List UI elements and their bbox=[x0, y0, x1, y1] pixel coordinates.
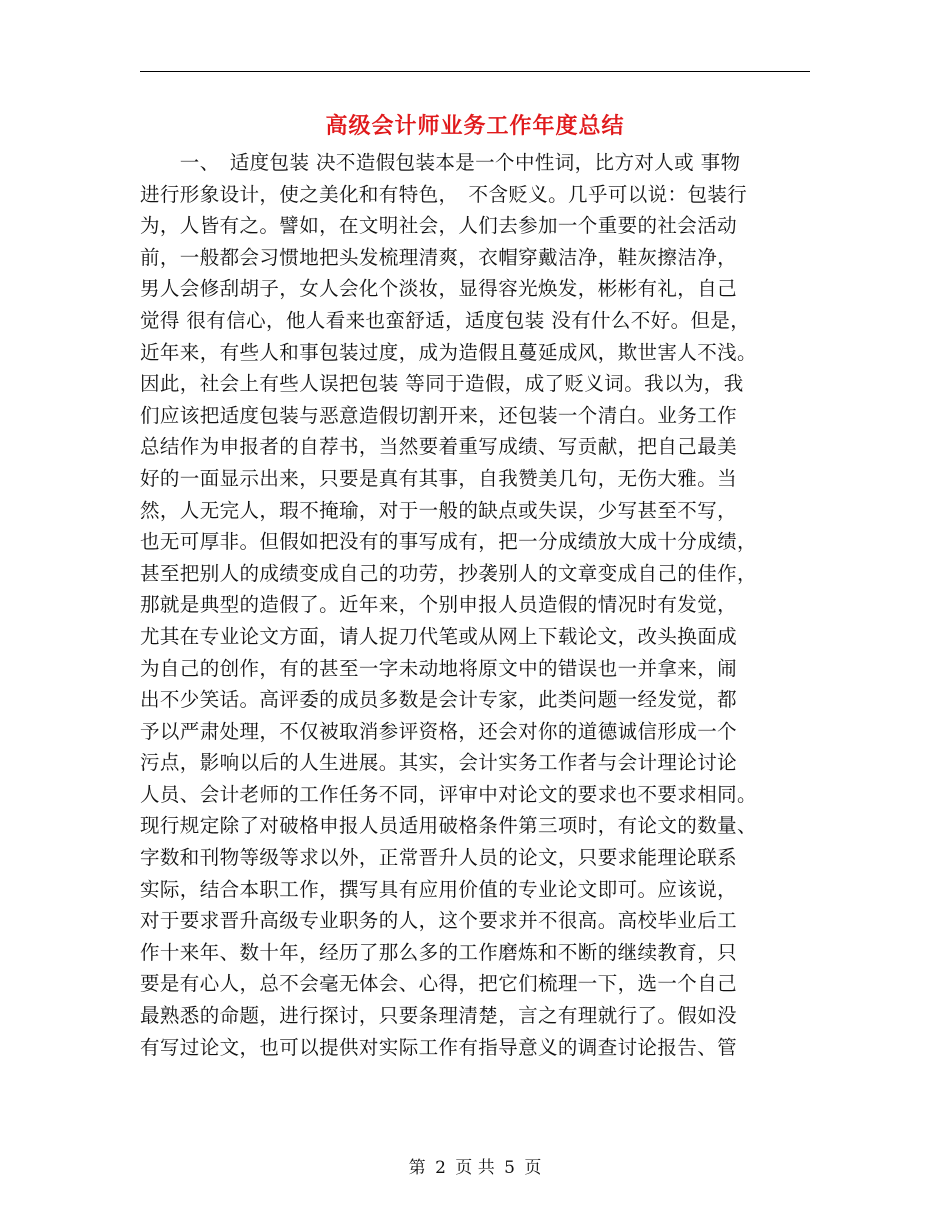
footer-page-number: 2 bbox=[435, 1158, 446, 1178]
body-line: 好的一面显示出来，只要是真有其事，自我赞美几句，无伤大雅。当 bbox=[140, 466, 738, 490]
body-line: 对于要求晋升高级专业职务的人，这个要求并不很高。高校毕业后工 bbox=[140, 909, 738, 933]
page-footer bbox=[0, 1153, 950, 1178]
body-line: 出不少笑话。高评委的成员多数是会计专家，此类问题一经发觉，都 bbox=[140, 688, 738, 712]
document-body bbox=[140, 147, 810, 1063]
body-line: 进行形象设计，使之美化和有特色， 不含贬义。几乎可以说：包装行 bbox=[140, 182, 748, 206]
body-line: 作十来年、数十年，经历了那么多的工作磨炼和不断的继续教育，只 bbox=[140, 940, 738, 964]
body-line: 字数和刊物等级等求以外，正常晋升人员的论文，只要求能理论联系 bbox=[140, 846, 738, 870]
document-title: 高级会计师业务工作年度总结 bbox=[325, 113, 625, 139]
body-line: 觉得 很有信心，他人看来也蛮舒适，适度包装 没有什么不好。但是， bbox=[140, 308, 751, 332]
footer-prefix: 第 bbox=[408, 1158, 426, 1178]
body-line: 现行规定除了对破格申报人员适用破格条件第三项时，有论文的数量、 bbox=[140, 814, 757, 838]
body-line: 也无可厚非。但假如把没有的事写成有，把一分成绩放大成十分成绩， bbox=[140, 530, 757, 554]
body-line: 近年来，有些人和事包装过度，成为造假且蔓延成风，欺世害人不浅。 bbox=[140, 340, 757, 364]
body-line: 然，人无完人，瑕不掩瑜，对于一般的缺点或失误，少写甚至不写， bbox=[140, 498, 738, 522]
body-line: 有写过论文，也可以提供对实际工作有指导意义的调查讨论报告、管 bbox=[140, 1035, 738, 1059]
footer-total-pages: 5 bbox=[504, 1158, 515, 1178]
body-line: 前，一般都会习惯地把头发梳理清爽，衣帽穿戴洁净，鞋灰擦洁净， bbox=[140, 245, 738, 269]
body-line: 那就是典型的造假了。近年来，个别申报人员造假的情况时有发觉， bbox=[140, 593, 738, 617]
body-line: 甚至把别人的成绩变成自己的功劳，抄袭别人的文章变成自己的佳作， bbox=[140, 561, 757, 585]
body-line: 人员、会计老师的工作任务不同，评审中对论文的要求也不要求相同。 bbox=[140, 782, 757, 806]
header-rule bbox=[140, 71, 810, 72]
body-line: 实际，结合本职工作，撰写具有应用价值的专业论文即可。应该说， bbox=[140, 877, 738, 901]
body-line: 们应该把适度包装与恶意造假切割开来，还包装一个清白。业务工作 bbox=[140, 403, 738, 427]
body-line: 为，人皆有之。譬如，在文明社会，人们去参加一个重要的社会活动 bbox=[140, 214, 738, 238]
body-line: 尤其在专业论文方面，请人捉刀代笔或从网上下载论文，改头换面成 bbox=[140, 624, 738, 648]
body-line: 总结作为申报者的自荐书，当然要着重写成绩、写贡献，把自己最美 bbox=[140, 435, 738, 459]
body-line: 最熟悉的命题，进行探讨，只要条理清楚，言之有理就行了。假如没 bbox=[140, 1004, 738, 1028]
body-line: 要是有心人，总不会毫无体会、心得，把它们梳理一下，选一个自己 bbox=[140, 972, 738, 996]
body-line: 予以严肃处理，不仅被取消参评资格，还会对你的道德诚信形成一个 bbox=[140, 719, 738, 743]
body-line: 污点，影响以后的人生进展。其实，会计实务工作者与会计理论讨论 bbox=[140, 751, 738, 775]
body-line: 男人会修刮胡子，女人会化个淡妆，显得容光焕发，彬彬有礼，自己 bbox=[140, 277, 738, 301]
body-line: 因此，社会上有些人误把包装 等同于造假，成了贬义词。我以为，我 bbox=[140, 372, 744, 396]
body-line: 为自己的创作，有的甚至一字未动地将原文中的错误也一并拿来，闹 bbox=[140, 656, 738, 680]
footer-suffix: 页 bbox=[524, 1158, 542, 1178]
footer-middle: 页 共 bbox=[455, 1158, 495, 1178]
body-line: 一、 适度包装 决不造假包装本是一个中性词，比方对人或 事物 bbox=[140, 151, 741, 174]
